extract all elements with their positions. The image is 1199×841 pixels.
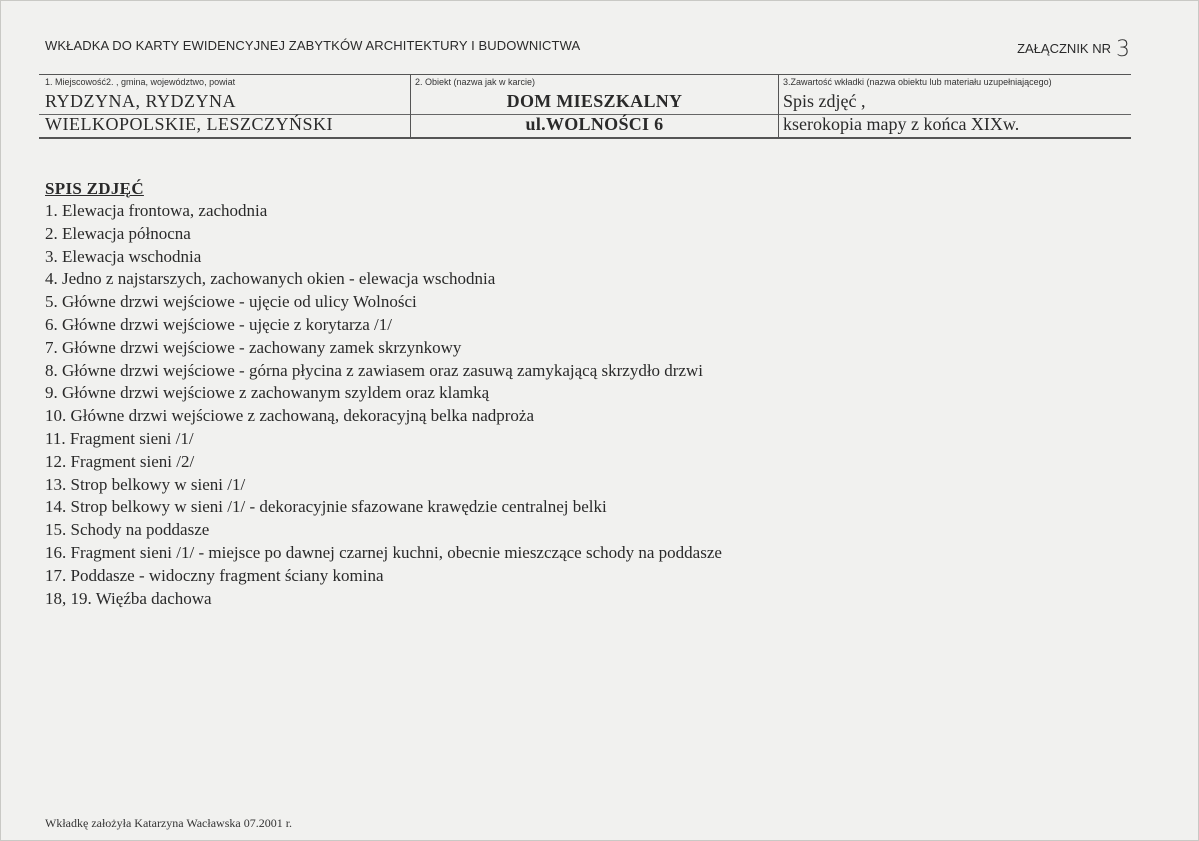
list-item: 14. Strop belkowy w sieni /1/ - dekoracyjnie sfazowane krawędzie centralnej belki (45, 497, 607, 517)
location-label: 1. Miejscowość2. , gmina, województwo, powiat (45, 77, 236, 87)
annex-label (1017, 34, 1130, 62)
list-item: 5. Główne drzwi wejściowe - ujęcie od ulicy Wolności (45, 292, 417, 312)
location-cell (39, 75, 410, 137)
author-note: Wkładkę założyła Katarzyna Wacławska 07.2001 r. (45, 816, 293, 830)
annex-number: 3 (1116, 37, 1130, 62)
location-line2: WIELKOPOLSKIE, LESZCZYŃSKI (45, 114, 333, 134)
contents-cell (778, 75, 1131, 137)
list-item: 13. Strop belkowy w sieni /1/ (45, 474, 246, 494)
list-item: 4. Jedno z najstarszych, zachowanych okien - elewacja wschodnia (45, 269, 496, 289)
contents-label: 3.Zawartość wkładki (nazwa obiektu lub materiału uzupełniającego) (783, 77, 1052, 87)
list-item: 8. Główne drzwi wejściowe - górna płycina z zawiasem oraz zasuwą zamykającą skrzydło drzwi (45, 360, 704, 380)
contents-line2: kserokopia mapy z końca XIXw. (783, 114, 1020, 134)
annex-label-text: ZAŁĄCZNIK NR (1017, 41, 1111, 56)
list-item: 18, 19. Więźba dachowa (45, 588, 212, 608)
list-item: 7. Główne drzwi wejściowe - zachowany zamek skrzynkowy (45, 337, 462, 357)
list-item: 10. Główne drzwi wejściowe z zachowaną, dekoracyjną belka nadproża (45, 406, 535, 426)
document-title: WKŁADKA DO KARTY EWIDENCYJNEJ ZABYTKÓW ARCHITEKTURY I BUDOWNICTWA (45, 38, 581, 53)
contents-line1: Spis zdjęć , (783, 91, 866, 111)
list-item: 3. Elewacja wschodnia (45, 246, 202, 266)
object-line1: DOM MIESZKALNY (506, 91, 683, 111)
list-item: 16. Fragment sieni /1/ - miejsce po dawnej czarnej kuchni, obecnie mieszczące schody na poddasze (45, 542, 722, 562)
list-item: 11. Fragment sieni /1/ (45, 428, 194, 448)
list-item: 1. Elewacja frontowa, zachodnia (45, 201, 268, 220)
list-item: 15. Schody na poddasze (45, 520, 210, 540)
photo-list-section (45, 178, 722, 610)
object-label: 2. Obiekt (nazwa jak w karcie) (415, 77, 536, 87)
object-cell (410, 75, 778, 137)
list-item: 9. Główne drzwi wejściowe z zachowanym szyldem oraz klamką (45, 383, 490, 403)
location-line1: RYDZYNA, RYDZYNA (45, 91, 237, 111)
list-item: 2. Elewacja północna (45, 223, 191, 243)
list-item: 12. Fragment sieni /2/ (45, 451, 195, 471)
list-item: 17. Poddasze - widoczny fragment ściany komina (45, 565, 384, 585)
photo-list-title: SPIS ZDJĘĆ (45, 179, 144, 198)
list-item: 6. Główne drzwi wejściowe - ujęcie z korytarza /1/ (45, 314, 392, 334)
object-line2: ul.WOLNOŚCI 6 (525, 114, 664, 134)
info-table (39, 74, 1131, 139)
photo-list (45, 200, 722, 610)
